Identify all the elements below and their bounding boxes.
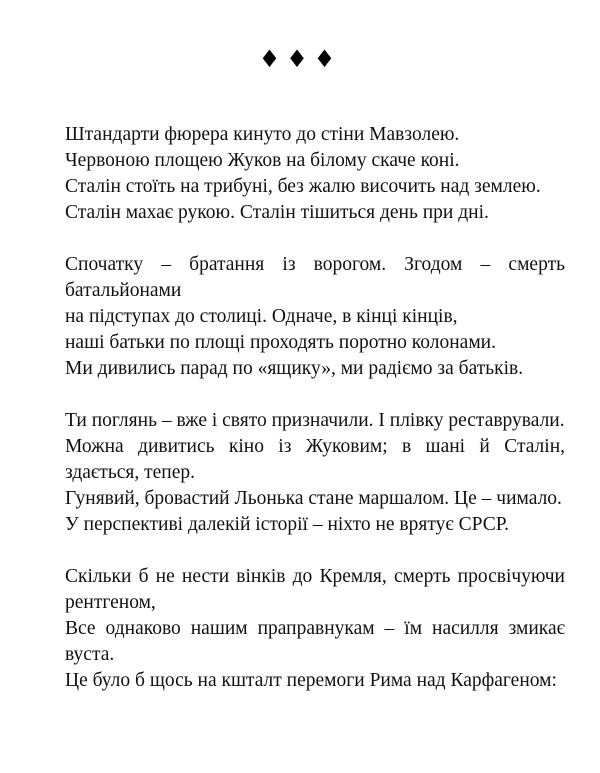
section-ornament: ♦♦♦ [258, 45, 342, 73]
poem-body [65, 122, 565, 720]
poem-line: Все однаково нашим праправнукам – їм насилля змикає вуста. [65, 618, 565, 665]
poem-line: Сталін стоїть на трибуні, без жалю височить над землею. [65, 176, 541, 197]
poem-line: Ми дивились парад по «ящику», ми радіємо за батьків. [65, 358, 524, 379]
poem-line: наші батьки по площі проходять поротно колонами. [65, 332, 496, 353]
stanza-1 [65, 122, 565, 226]
poem-line: Ти поглянь – вже і свято призначили. І плівку реставрували. [65, 410, 565, 431]
poem-line: У перспективі далекій історії – ніхто не врятує СРСР. [65, 514, 509, 535]
poem-line: Штандарти фюрера кинуто до стіни Мавзолею. [65, 124, 460, 145]
poem-line: на підступах до столиці. Одначе, в кінці кінців, [65, 306, 458, 327]
stanza-2 [65, 252, 565, 382]
poem-line: Червоною площею Жуков на білому скаче коні. [65, 150, 460, 171]
poem-line: Гунявий, бровастий Льонька стане маршалом. Це – чимало. [65, 488, 562, 509]
poem-line: Сталін махає рукою. Сталін тішиться день при дні. [65, 202, 489, 223]
poem-line: Це було б щось на кшталт перемоги Рима над Карфагеном: [65, 670, 557, 691]
poem-line: Можна дивитись кіно із Жуковим; в шані й Сталін, здається, тепер. [65, 436, 565, 483]
stanza-3 [65, 408, 565, 538]
poem-line: Скільки б не нести вінків до Кремля, смерть просвічуючи рентгеном, [65, 566, 565, 613]
poem-line: Спочатку – братання із ворогом. Згодом – смерть батальйонами [65, 254, 565, 301]
stanza-4 [65, 564, 565, 694]
